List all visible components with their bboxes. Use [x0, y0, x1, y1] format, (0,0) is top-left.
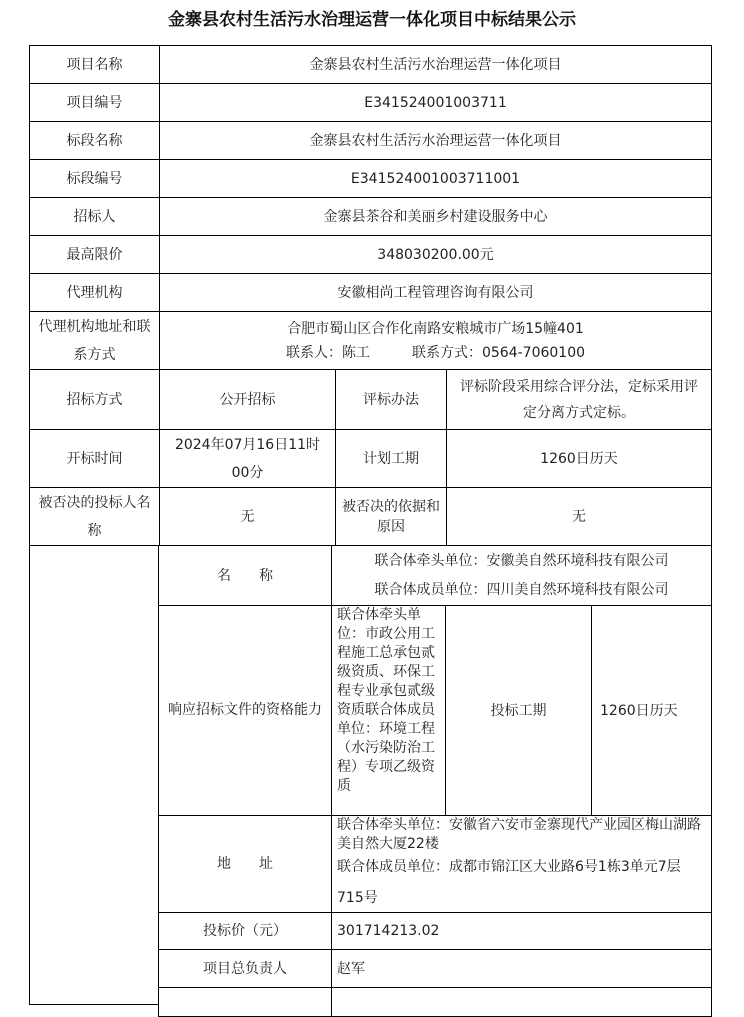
manager-label: 项目总负责人 [158, 949, 332, 988]
agent-address-label: 代理机构地址和联系方式 [29, 311, 160, 370]
next-row-label [158, 987, 332, 1017]
lead-unit-address: 联合体牵头单位：安徽省六安市金寨现代产业园区梅山湖路美自然大厦22楼 [337, 817, 701, 852]
opening-value: 2024年07月16日11时00分 [159, 429, 336, 488]
winner-address-label: 地 址 [158, 815, 332, 913]
row-label: 标段名称 [29, 121, 160, 160]
row-label: 代理机构 [29, 273, 160, 312]
winner-name-label: 名 称 [158, 545, 332, 606]
row-label: 标段编号 [29, 159, 160, 198]
member-unit-address: 联合体成员单位：成都市锦江区大业路6号1栋3单元7层715号 [337, 859, 681, 906]
next-row-value [331, 987, 712, 1017]
bid-period-label: 投标工期 [445, 605, 592, 816]
row-label: 项目编号 [29, 83, 160, 122]
row-value: 金寨县农村生活污水治理运营一体化项目 [159, 45, 712, 84]
row-value: 安徽相尚工程管理咨询有限公司 [159, 273, 712, 312]
reject-reason-value: 无 [446, 487, 712, 546]
row-label: 最高限价 [29, 235, 160, 274]
lead-unit-name: 联合体牵头单位：安徽美自然环境科技有限公司 [374, 552, 669, 569]
agent-address-line: 合肥市蜀山区合作化南路安粮城市广场15幢401 [287, 320, 584, 337]
period-label: 计划工期 [335, 429, 447, 488]
bid-price-value: 301714213.02 [331, 912, 712, 950]
row-value: E341524001003711 [159, 83, 712, 122]
page-title: 金寨县农村生活污水治理运营一体化项目中标结果公示 [168, 10, 576, 30]
member-unit-name: 联合体成员单位：四川美自然环境科技有限公司 [374, 581, 669, 598]
row-value: E341524001003711001 [159, 159, 712, 198]
reject-reason-label: 被否决的依据和原因 [335, 487, 447, 546]
method-label: 招标方式 [29, 369, 160, 430]
period-value: 1260日历天 [446, 429, 712, 488]
row-label: 招标人 [29, 197, 160, 236]
bid-period-value: 1260日历天 [591, 605, 712, 816]
eval-value: 评标阶段采用综合评分法，定标采用评定分离方式定标。 [446, 369, 712, 430]
rejected-value: 无 [159, 487, 336, 546]
row-label: 项目名称 [29, 45, 160, 84]
eval-label: 评标办法 [335, 369, 447, 430]
row-value: 金寨县农村生活污水治理运营一体化项目 [159, 121, 712, 160]
agent-address-value [159, 311, 712, 370]
opening-label: 开标时间 [29, 429, 160, 488]
winner-name-value [331, 545, 712, 606]
winner-group-cell [29, 545, 159, 1005]
row-value: 348030200.00元 [159, 235, 712, 274]
winner-address-value [331, 815, 712, 913]
bid-price-label: 投标价（元） [158, 912, 332, 950]
qualification-label: 响应招标文件的资格能力 [158, 605, 332, 816]
manager-value: 赵军 [331, 949, 712, 988]
rejected-label: 被否决的投标人名称 [29, 487, 160, 546]
qualification-value: 联合体牵头单位：市政公用工程施工总承包贰级资质、环保工程专业承包贰级资质联合体成员单位：环境工程（水污染防治工程）专项乙级资质 [331, 605, 446, 816]
method-value: 公开招标 [159, 369, 336, 430]
agent-contact-line: 联系人：陈工 联系方式：0564-7060100 [285, 344, 586, 361]
row-value: 金寨县茶谷和美丽乡村建设服务中心 [159, 197, 712, 236]
